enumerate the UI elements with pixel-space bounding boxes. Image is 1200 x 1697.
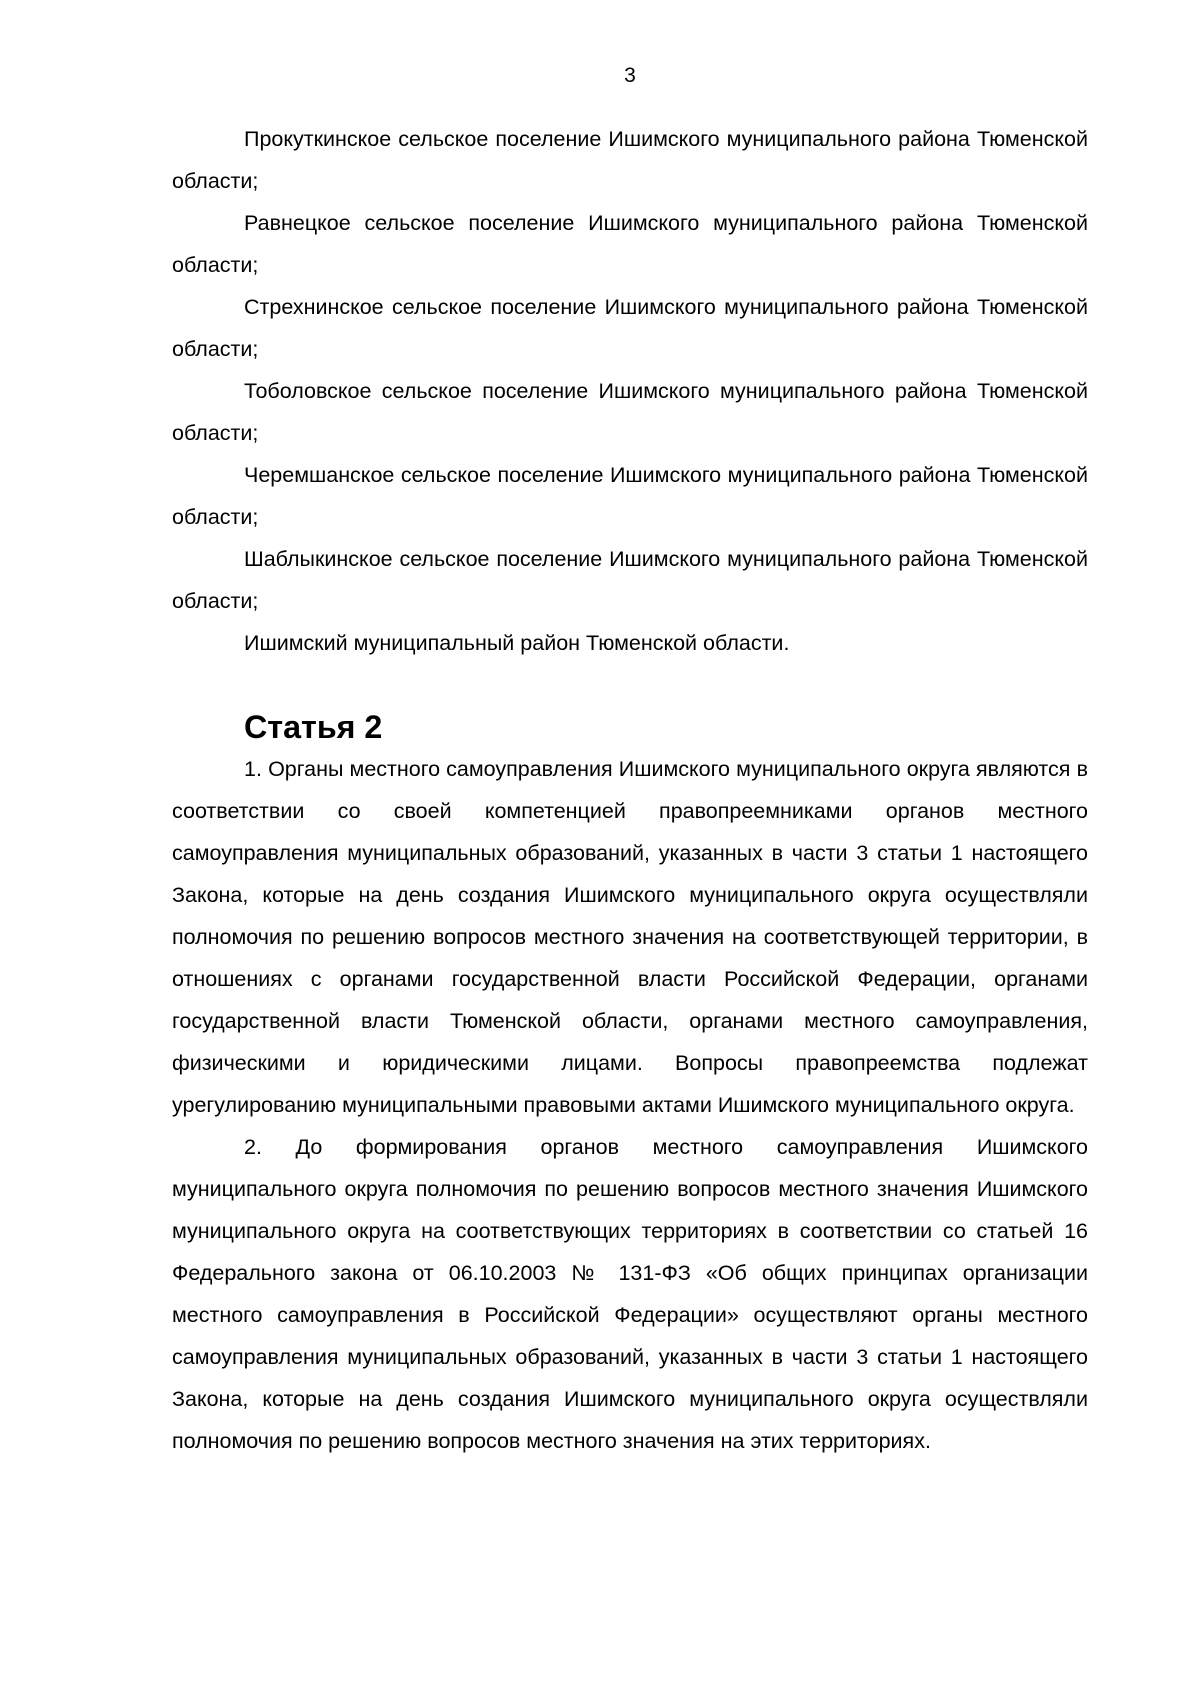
article-paragraph-2: 2. До формирования органов местного самоуправления Ишимского муниципального округа полномочия по решению вопросов местного значения Ишимского муниципального округа на соответствующих территориях в соответствии со статьей 16 Федерального закона от 06.10.2003 № 131-ФЗ «Об общих принципах организации местного самоуправления в Российской Федерации» осуществляют органы местного самоуправления муниципальных образований, указанных в части 3 статьи 1 настоящего Закона, которые на день создания Ишимского муниципального округа осуществляли полномочия по решению вопросов местного значения на этих территориях. xyxy=(172,1135,1088,1453)
page-number: 3 xyxy=(624,64,636,87)
document-body xyxy=(172,118,1088,1462)
list-item-cheremshanskoe: Черемшанское сельское поселение Ишимского муниципального района Тюменской области; xyxy=(172,463,1088,529)
list-item-ishimsky-district: Ишимский муниципальный район Тюменской области. xyxy=(244,631,790,655)
article-paragraph-1: 1. Органы местного самоуправления Ишимского муниципального округа являются в соответствии со своей компетенцией правопреемниками органов местного самоуправления муниципальных образований, указанных в части 3 статьи 1 настоящего Закона, которые на день создания Ишимского муниципального округа осуществляли полномочия по решению вопросов местного значения на соответствующей территории, в отношениях с органами государственной власти Российской Федерации, органами государственной власти Тюменской области, органами местного самоуправления, физическими и юридическими лицами. Вопросы правопреемства подлежат урегулированию муниципальными правовыми актами Ишимского муниципального округа. xyxy=(172,757,1088,1117)
list-item-strekhninskoe: Стрехнинское сельское поселение Ишимского муниципального района Тюменской области; xyxy=(172,295,1088,361)
list-item-shablykinskoe: Шаблыкинское сельское поселение Ишимского муниципального района Тюменской области; xyxy=(172,547,1088,613)
list-item-ravnetskoe: Равнецкое сельское поселение Ишимского муниципального района Тюменской области; xyxy=(172,211,1088,277)
list-item-tobolovskoe: Тоболовское сельское поселение Ишимского муниципального района Тюменской области; xyxy=(172,379,1088,445)
list-item-prokutkinskoe: Прокуткинское сельское поселение Ишимского муниципального района Тюменской области; xyxy=(172,127,1088,193)
article-heading: Статья 2 xyxy=(244,709,383,745)
